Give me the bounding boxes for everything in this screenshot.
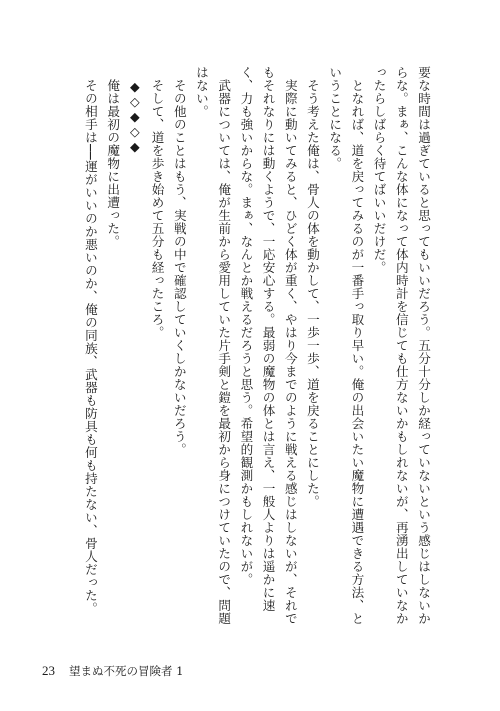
- paragraph-7: そして、道を歩き始めて五分も経ったころ。: [149, 78, 165, 339]
- scene-separator: ◆◇◆◇◆: [127, 78, 143, 154]
- paragraph-3: そう考えた俺は、骨人の体を動かして、一歩一歩、道を戻ることにした。: [304, 78, 320, 508]
- book-title: 望まぬ不死の冒険者 1: [69, 664, 184, 678]
- paragraph-4: 実際に動いてみると、ひどく体が重く、やはり今までのように戦える感じはしないが、それでもそれなりには動くようで、一応安心する。最弱の魔物の体とは言え、一般人よりは遥かに速く、力も強いからな。まぁ、なんとか戦えるだろうと思う。希望的観測かもしれないが。: [238, 66, 298, 625]
- paragraph-6: その他のことはもう、実戦の中で確認していくしかないだろう。: [171, 78, 187, 456]
- vertical-text-block: [54, 66, 434, 626]
- paragraph-9: その相手は──運がいいのか悪いのか、俺の同族、武器も防具も何も持たない、骨人だった。: [82, 78, 98, 615]
- paragraph-5: 武器については、俺が生前から愛用していた片手剣と鎧を最初から身につけていたので、問題はない。: [193, 66, 232, 625]
- page-footer: [42, 663, 183, 679]
- paragraph-2: となれば、道を戻ってみるのが一番手っ取り早い。俺の出会いたい魔物に遭遇できる方法、ということになる。: [327, 66, 365, 625]
- page-number: 23: [42, 663, 55, 678]
- paragraph-8: 俺は最初の魔物に出遭った。: [105, 78, 121, 248]
- paragraph-1: 要な時間は過ぎていると思ってもいいだろう。五分十分しか経っていないという感じはしないからな。まぁ、こんな体になって体内時計を信じても仕方ないかもしれないが、再湧出していなかったらしばらく待てばいいだけだ。: [371, 66, 431, 625]
